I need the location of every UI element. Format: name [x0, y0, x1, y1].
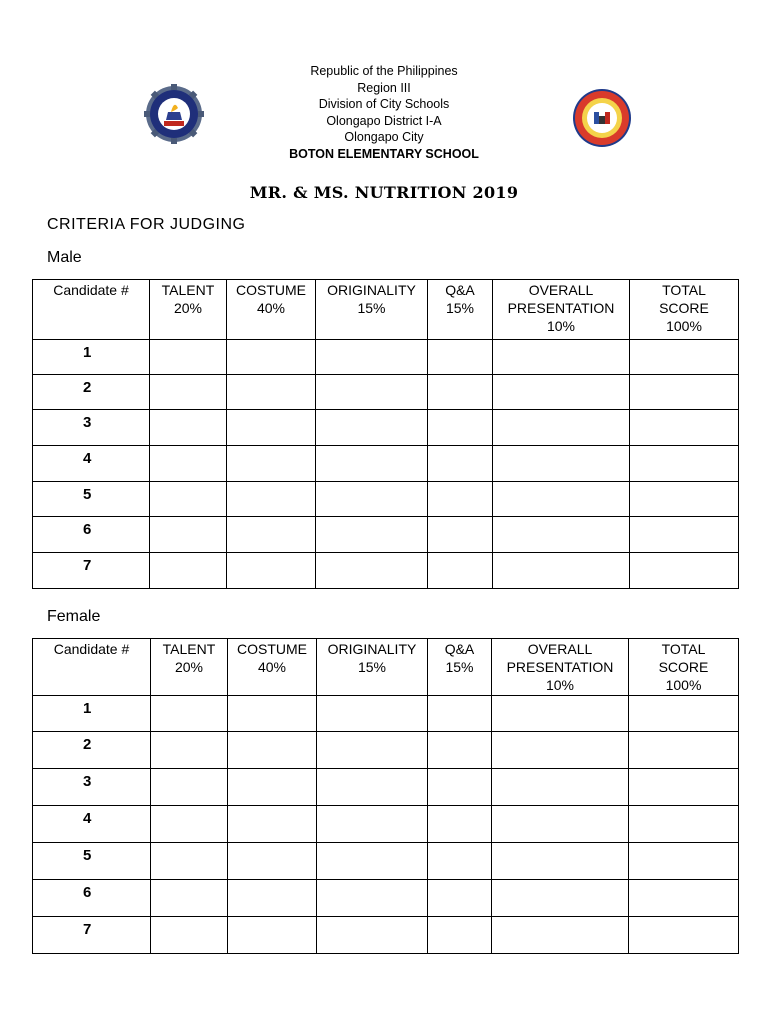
score-cell[interactable]: [629, 917, 739, 954]
score-cell[interactable]: [150, 340, 227, 375]
score-cell[interactable]: [493, 340, 630, 375]
score-cell[interactable]: [428, 482, 493, 517]
female-score-table: [32, 638, 739, 954]
score-cell[interactable]: [493, 517, 630, 553]
table-row: [33, 375, 739, 410]
header-line-district: Olongapo District I-A: [326, 113, 442, 128]
score-cell[interactable]: [151, 696, 228, 732]
score-cell[interactable]: [316, 553, 428, 589]
criteria-heading: CRITERIA FOR JUDGING: [47, 216, 246, 233]
score-cell[interactable]: [428, 696, 492, 732]
column-header-talent: TALENT 20%: [150, 280, 227, 340]
table-row: [33, 446, 739, 482]
score-cell[interactable]: [630, 553, 739, 589]
score-cell[interactable]: [317, 769, 428, 806]
score-cell[interactable]: [493, 446, 630, 482]
candidate-number: 1: [33, 340, 150, 375]
score-cell[interactable]: [317, 917, 428, 954]
score-cell[interactable]: [630, 410, 739, 446]
score-cell[interactable]: [316, 410, 428, 446]
score-cell[interactable]: [150, 553, 227, 589]
column-header-candidate: Candidate #: [33, 280, 150, 340]
table-row: [33, 843, 739, 880]
letterhead: [0, 63, 768, 163]
candidate-number: 2: [33, 375, 150, 410]
score-cell[interactable]: [151, 806, 228, 843]
score-cell[interactable]: [151, 880, 228, 917]
score-cell[interactable]: [428, 553, 493, 589]
score-cell[interactable]: [228, 843, 317, 880]
candidate-number: 3: [33, 410, 150, 446]
score-cell[interactable]: [492, 917, 629, 954]
table-row: [33, 696, 739, 732]
table-row: [33, 410, 739, 446]
score-cell[interactable]: [317, 806, 428, 843]
score-cell[interactable]: [629, 769, 739, 806]
table-row: [33, 880, 739, 917]
score-cell[interactable]: [629, 806, 739, 843]
male-section-label: Male: [47, 249, 82, 266]
score-cell[interactable]: [151, 843, 228, 880]
score-cell[interactable]: [228, 806, 317, 843]
table-row: [33, 732, 739, 769]
score-cell[interactable]: [228, 880, 317, 917]
score-cell[interactable]: [227, 446, 316, 482]
score-cell[interactable]: [428, 917, 492, 954]
candidate-number: 6: [33, 880, 151, 917]
score-cell[interactable]: [629, 732, 739, 769]
score-cell[interactable]: [492, 732, 629, 769]
candidate-number: 2: [33, 732, 151, 769]
column-header-costume: COSTUME 40%: [228, 639, 317, 696]
score-cell[interactable]: [493, 482, 630, 517]
candidate-number: 7: [33, 917, 151, 954]
male-score-table: [32, 279, 739, 589]
score-cell[interactable]: [630, 340, 739, 375]
score-cell[interactable]: [228, 732, 317, 769]
candidate-number: 1: [33, 696, 151, 732]
column-header-costume: COSTUME 40%: [227, 280, 316, 340]
score-cell[interactable]: [428, 880, 492, 917]
table-row: [33, 806, 739, 843]
score-cell[interactable]: [428, 769, 492, 806]
score-cell[interactable]: [492, 696, 629, 732]
table-row: [33, 517, 739, 553]
candidate-number: 5: [33, 482, 150, 517]
score-cell[interactable]: [428, 375, 493, 410]
score-cell[interactable]: [493, 410, 630, 446]
table-row: [33, 553, 739, 589]
score-cell[interactable]: [151, 769, 228, 806]
score-cell[interactable]: [227, 517, 316, 553]
score-cell[interactable]: [151, 732, 228, 769]
score-cell[interactable]: [227, 410, 316, 446]
score-cell[interactable]: [227, 375, 316, 410]
score-cell[interactable]: [316, 482, 428, 517]
score-cell[interactable]: [150, 410, 227, 446]
score-cell[interactable]: [493, 375, 630, 410]
table-row: [33, 482, 739, 517]
score-cell[interactable]: [316, 446, 428, 482]
score-cell[interactable]: [629, 880, 739, 917]
score-cell[interactable]: [630, 375, 739, 410]
score-cell[interactable]: [492, 806, 629, 843]
score-cell[interactable]: [317, 696, 428, 732]
score-cell[interactable]: [428, 410, 493, 446]
score-cell[interactable]: [316, 340, 428, 375]
table-row: [33, 769, 739, 806]
candidate-number: 4: [33, 446, 150, 482]
score-cell[interactable]: [317, 880, 428, 917]
page-title: MR. & MS. NUTRITION 2019: [249, 183, 519, 202]
table-header-row: [33, 639, 739, 696]
candidate-number: 7: [33, 553, 150, 589]
score-cell[interactable]: [228, 696, 317, 732]
column-header-talent: TALENT 20%: [151, 639, 228, 696]
table-header-row: [33, 280, 739, 340]
score-cell[interactable]: [492, 843, 629, 880]
candidate-number: 5: [33, 843, 151, 880]
score-cell[interactable]: [317, 732, 428, 769]
score-cell[interactable]: [228, 917, 317, 954]
header-line-region: Region III: [357, 80, 411, 95]
column-header-qa: Q&A 15%: [428, 639, 492, 696]
candidate-number: 6: [33, 517, 150, 553]
header-line-division: Division of City Schools: [318, 97, 450, 112]
score-cell[interactable]: [151, 917, 228, 954]
score-cell[interactable]: [227, 553, 316, 589]
column-header-originality: ORIGINALITY 15%: [316, 280, 428, 340]
score-cell[interactable]: [428, 517, 493, 553]
score-cell[interactable]: [428, 843, 492, 880]
table-row: [33, 340, 739, 375]
column-header-total-score: TOTAL SCORE 100%: [630, 280, 739, 340]
score-cell[interactable]: [150, 375, 227, 410]
score-cell[interactable]: [150, 482, 227, 517]
score-cell[interactable]: [316, 517, 428, 553]
score-cell[interactable]: [630, 517, 739, 553]
score-cell[interactable]: [428, 446, 493, 482]
score-cell[interactable]: [492, 769, 629, 806]
score-cell[interactable]: [317, 843, 428, 880]
table-row: [33, 917, 739, 954]
score-cell[interactable]: [428, 340, 493, 375]
score-cell[interactable]: [492, 880, 629, 917]
header-line-city: Olongapo City: [344, 130, 424, 145]
column-header-candidate: Candidate #: [33, 639, 151, 696]
score-cell[interactable]: [630, 446, 739, 482]
column-header-overall-presentation: OVERALL PRESENTATION 10%: [493, 280, 630, 340]
column-header-overall-presentation: OVERALL PRESENTATION 10%: [492, 639, 629, 696]
score-cell[interactable]: [316, 375, 428, 410]
score-cell[interactable]: [629, 843, 739, 880]
candidate-number: 4: [33, 806, 151, 843]
score-cell[interactable]: [228, 769, 317, 806]
candidate-number: 3: [33, 769, 151, 806]
header-line-republic: Republic of the Philippines: [310, 64, 458, 78]
column-header-total-score: TOTAL SCORE 100%: [629, 639, 739, 696]
female-section-label: Female: [47, 608, 101, 625]
score-cell[interactable]: [150, 517, 227, 553]
score-cell[interactable]: [227, 340, 316, 375]
school-name: BOTON ELEMENTARY SCHOOL: [289, 146, 479, 161]
score-cell[interactable]: [630, 482, 739, 517]
score-cell[interactable]: [629, 696, 739, 732]
score-cell[interactable]: [150, 446, 227, 482]
score-cell[interactable]: [493, 553, 630, 589]
column-header-originality: ORIGINALITY 15%: [317, 639, 428, 696]
score-cell[interactable]: [428, 732, 492, 769]
score-cell[interactable]: [428, 806, 492, 843]
score-cell[interactable]: [227, 482, 316, 517]
column-header-qa: Q&A 15%: [428, 280, 493, 340]
